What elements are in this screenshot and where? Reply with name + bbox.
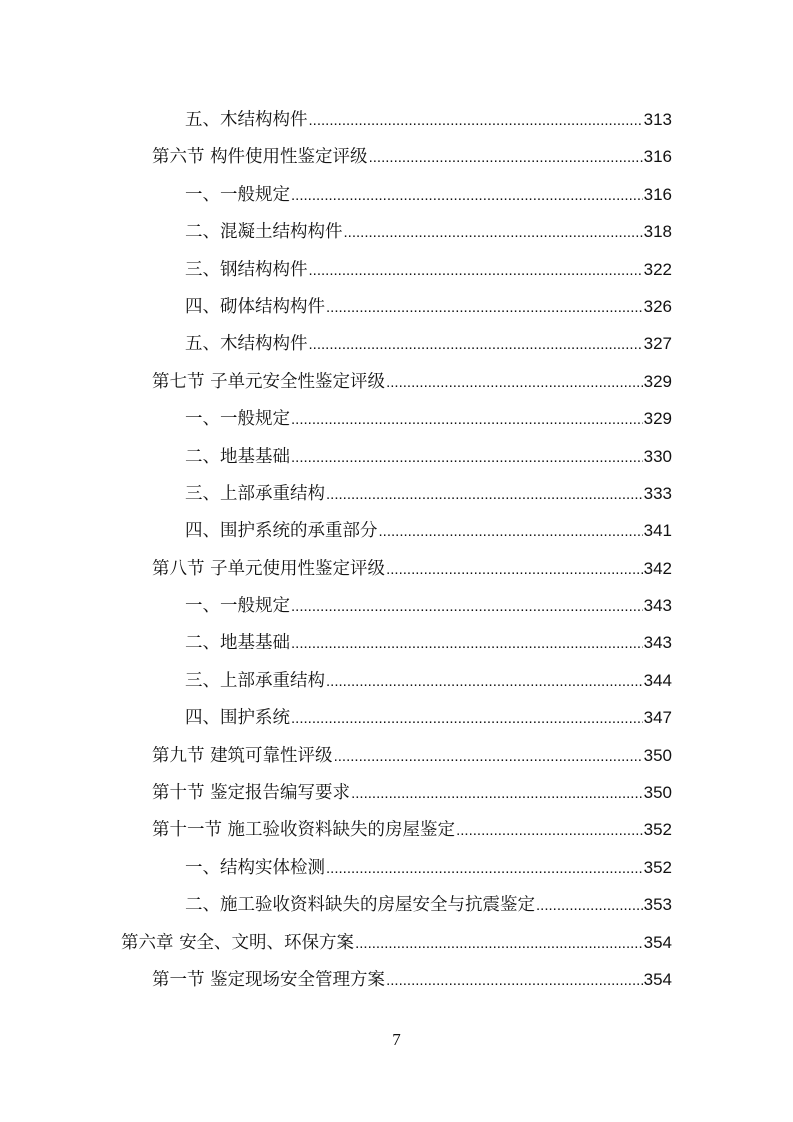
toc-entry-title: 一、一般规定	[185, 184, 290, 205]
toc-entry-title: 第八节 子单元使用性鉴定评级	[152, 558, 386, 579]
toc-entry-title: 五、木结构构件	[185, 110, 308, 130]
dot-leader	[291, 700, 643, 737]
toc-entry-title: 第一节 鉴定现场安全管理方案	[152, 969, 386, 990]
dot-leader	[326, 850, 643, 887]
toc-entry-page: 322	[643, 259, 672, 279]
dot-leader	[456, 812, 643, 849]
toc-entry-page: 313	[643, 110, 672, 129]
toc-entry-title: 二、混凝土结构构件	[185, 222, 343, 243]
dot-leader	[344, 214, 643, 251]
toc-entry-title: 三、上部承重结构	[185, 483, 325, 504]
toc-entry-title: 一、结构实体检测	[185, 857, 325, 878]
toc-entry-title: 一、一般规定	[185, 596, 290, 617]
toc-entry-page: 350	[643, 783, 672, 803]
toc-entry-title: 一、一般规定	[185, 409, 290, 430]
toc-entry-page: 329	[643, 371, 672, 391]
dot-leader	[326, 663, 643, 700]
toc-entry[interactable]	[0, 363, 793, 400]
toc-entry-title: 第十节 鉴定报告编写要求	[152, 783, 351, 804]
toc-entry-page: 343	[643, 633, 672, 653]
toc-entry[interactable]	[0, 624, 793, 661]
toc-entry-page: 350	[643, 745, 672, 765]
toc-entry-page: 333	[643, 483, 672, 503]
toc-entry-page: 343	[643, 596, 672, 616]
toc-entry[interactable]	[0, 251, 793, 288]
dot-leader	[309, 326, 643, 363]
toc-entry-title: 第九节 建筑可靠性评级	[152, 745, 333, 766]
table-of-contents	[0, 101, 793, 998]
toc-entry-page: 316	[643, 184, 672, 204]
toc-entry[interactable]	[0, 550, 793, 587]
toc-entry[interactable]	[0, 176, 793, 213]
toc-entry-page: 327	[643, 334, 672, 354]
toc-entry-title: 二、地基基础	[185, 446, 290, 467]
toc-entry[interactable]	[0, 512, 793, 549]
toc-entry[interactable]	[0, 325, 793, 362]
toc-entry-title: 三、上部承重结构	[185, 670, 325, 691]
toc-entry-page: 352	[643, 857, 672, 877]
toc-entry[interactable]	[0, 138, 793, 175]
toc-entry-page: 341	[643, 521, 672, 541]
dot-leader	[291, 588, 643, 625]
dot-leader	[326, 289, 643, 326]
dot-leader	[291, 177, 643, 214]
toc-entry[interactable]	[0, 475, 793, 512]
dot-leader	[386, 364, 643, 401]
toc-entry-title: 二、地基基础	[185, 633, 290, 654]
dot-leader	[326, 476, 643, 513]
toc-entry[interactable]	[0, 587, 793, 624]
toc-entry-title: 第六节 构件使用性鉴定评级	[152, 147, 368, 168]
toc-entry-page: 347	[643, 708, 672, 728]
toc-entry-page: 344	[643, 670, 672, 690]
toc-entry-page: 352	[643, 820, 672, 840]
toc-entry[interactable]	[0, 662, 793, 699]
toc-entry[interactable]	[0, 101, 793, 138]
toc-entry-title: 第十一节 施工验收资料缺失的房屋鉴定	[152, 820, 456, 841]
toc-entry-title: 第六章 安全、文明、环保方案	[121, 932, 355, 953]
dot-leader	[291, 439, 643, 476]
toc-entry-title: 五、木结构构件	[185, 334, 308, 355]
toc-entry[interactable]	[0, 737, 793, 774]
page-number: 7	[392, 1030, 401, 1049]
toc-entry-page: 329	[643, 409, 672, 429]
dot-leader	[309, 252, 643, 289]
dot-leader	[291, 625, 643, 662]
toc-entry[interactable]	[0, 400, 793, 437]
toc-entry[interactable]	[0, 924, 793, 961]
dot-leader	[309, 102, 643, 139]
toc-entry-page: 354	[643, 969, 672, 989]
toc-entry-page: 353	[643, 895, 672, 915]
toc-entry[interactable]	[0, 849, 793, 886]
toc-entry[interactable]	[0, 886, 793, 923]
toc-entry[interactable]	[0, 699, 793, 736]
toc-entry-page: 342	[643, 558, 672, 578]
toc-entry-page: 326	[643, 296, 672, 316]
dot-leader	[386, 962, 643, 999]
toc-entry-title: 四、围护系统	[185, 708, 290, 729]
dot-leader	[291, 401, 643, 438]
toc-entry-title: 二、施工验收资料缺失的房屋安全与抗震鉴定	[185, 895, 535, 916]
dot-leader	[386, 551, 643, 588]
dot-leader	[355, 925, 643, 962]
toc-entry[interactable]	[0, 774, 793, 811]
dot-leader	[536, 887, 643, 924]
toc-entry-title: 四、砌体结构构件	[185, 296, 325, 317]
dot-leader	[369, 139, 643, 176]
toc-entry[interactable]	[0, 961, 793, 998]
toc-entry[interactable]	[0, 213, 793, 250]
toc-entry-page: 330	[643, 446, 672, 466]
toc-entry[interactable]	[0, 811, 793, 848]
toc-entry-page: 316	[643, 147, 672, 167]
toc-entry-page: 318	[643, 222, 672, 242]
toc-entry-title: 四、围护系统的承重部分	[185, 521, 378, 542]
toc-entry-page: 354	[643, 932, 672, 952]
dot-leader	[379, 513, 643, 550]
toc-entry[interactable]	[0, 438, 793, 475]
toc-entry-title: 三、钢结构构件	[185, 259, 308, 280]
toc-entry[interactable]	[0, 288, 793, 325]
dot-leader	[334, 738, 643, 775]
dot-leader	[351, 775, 643, 812]
toc-entry-title: 第七节 子单元安全性鉴定评级	[152, 371, 386, 392]
